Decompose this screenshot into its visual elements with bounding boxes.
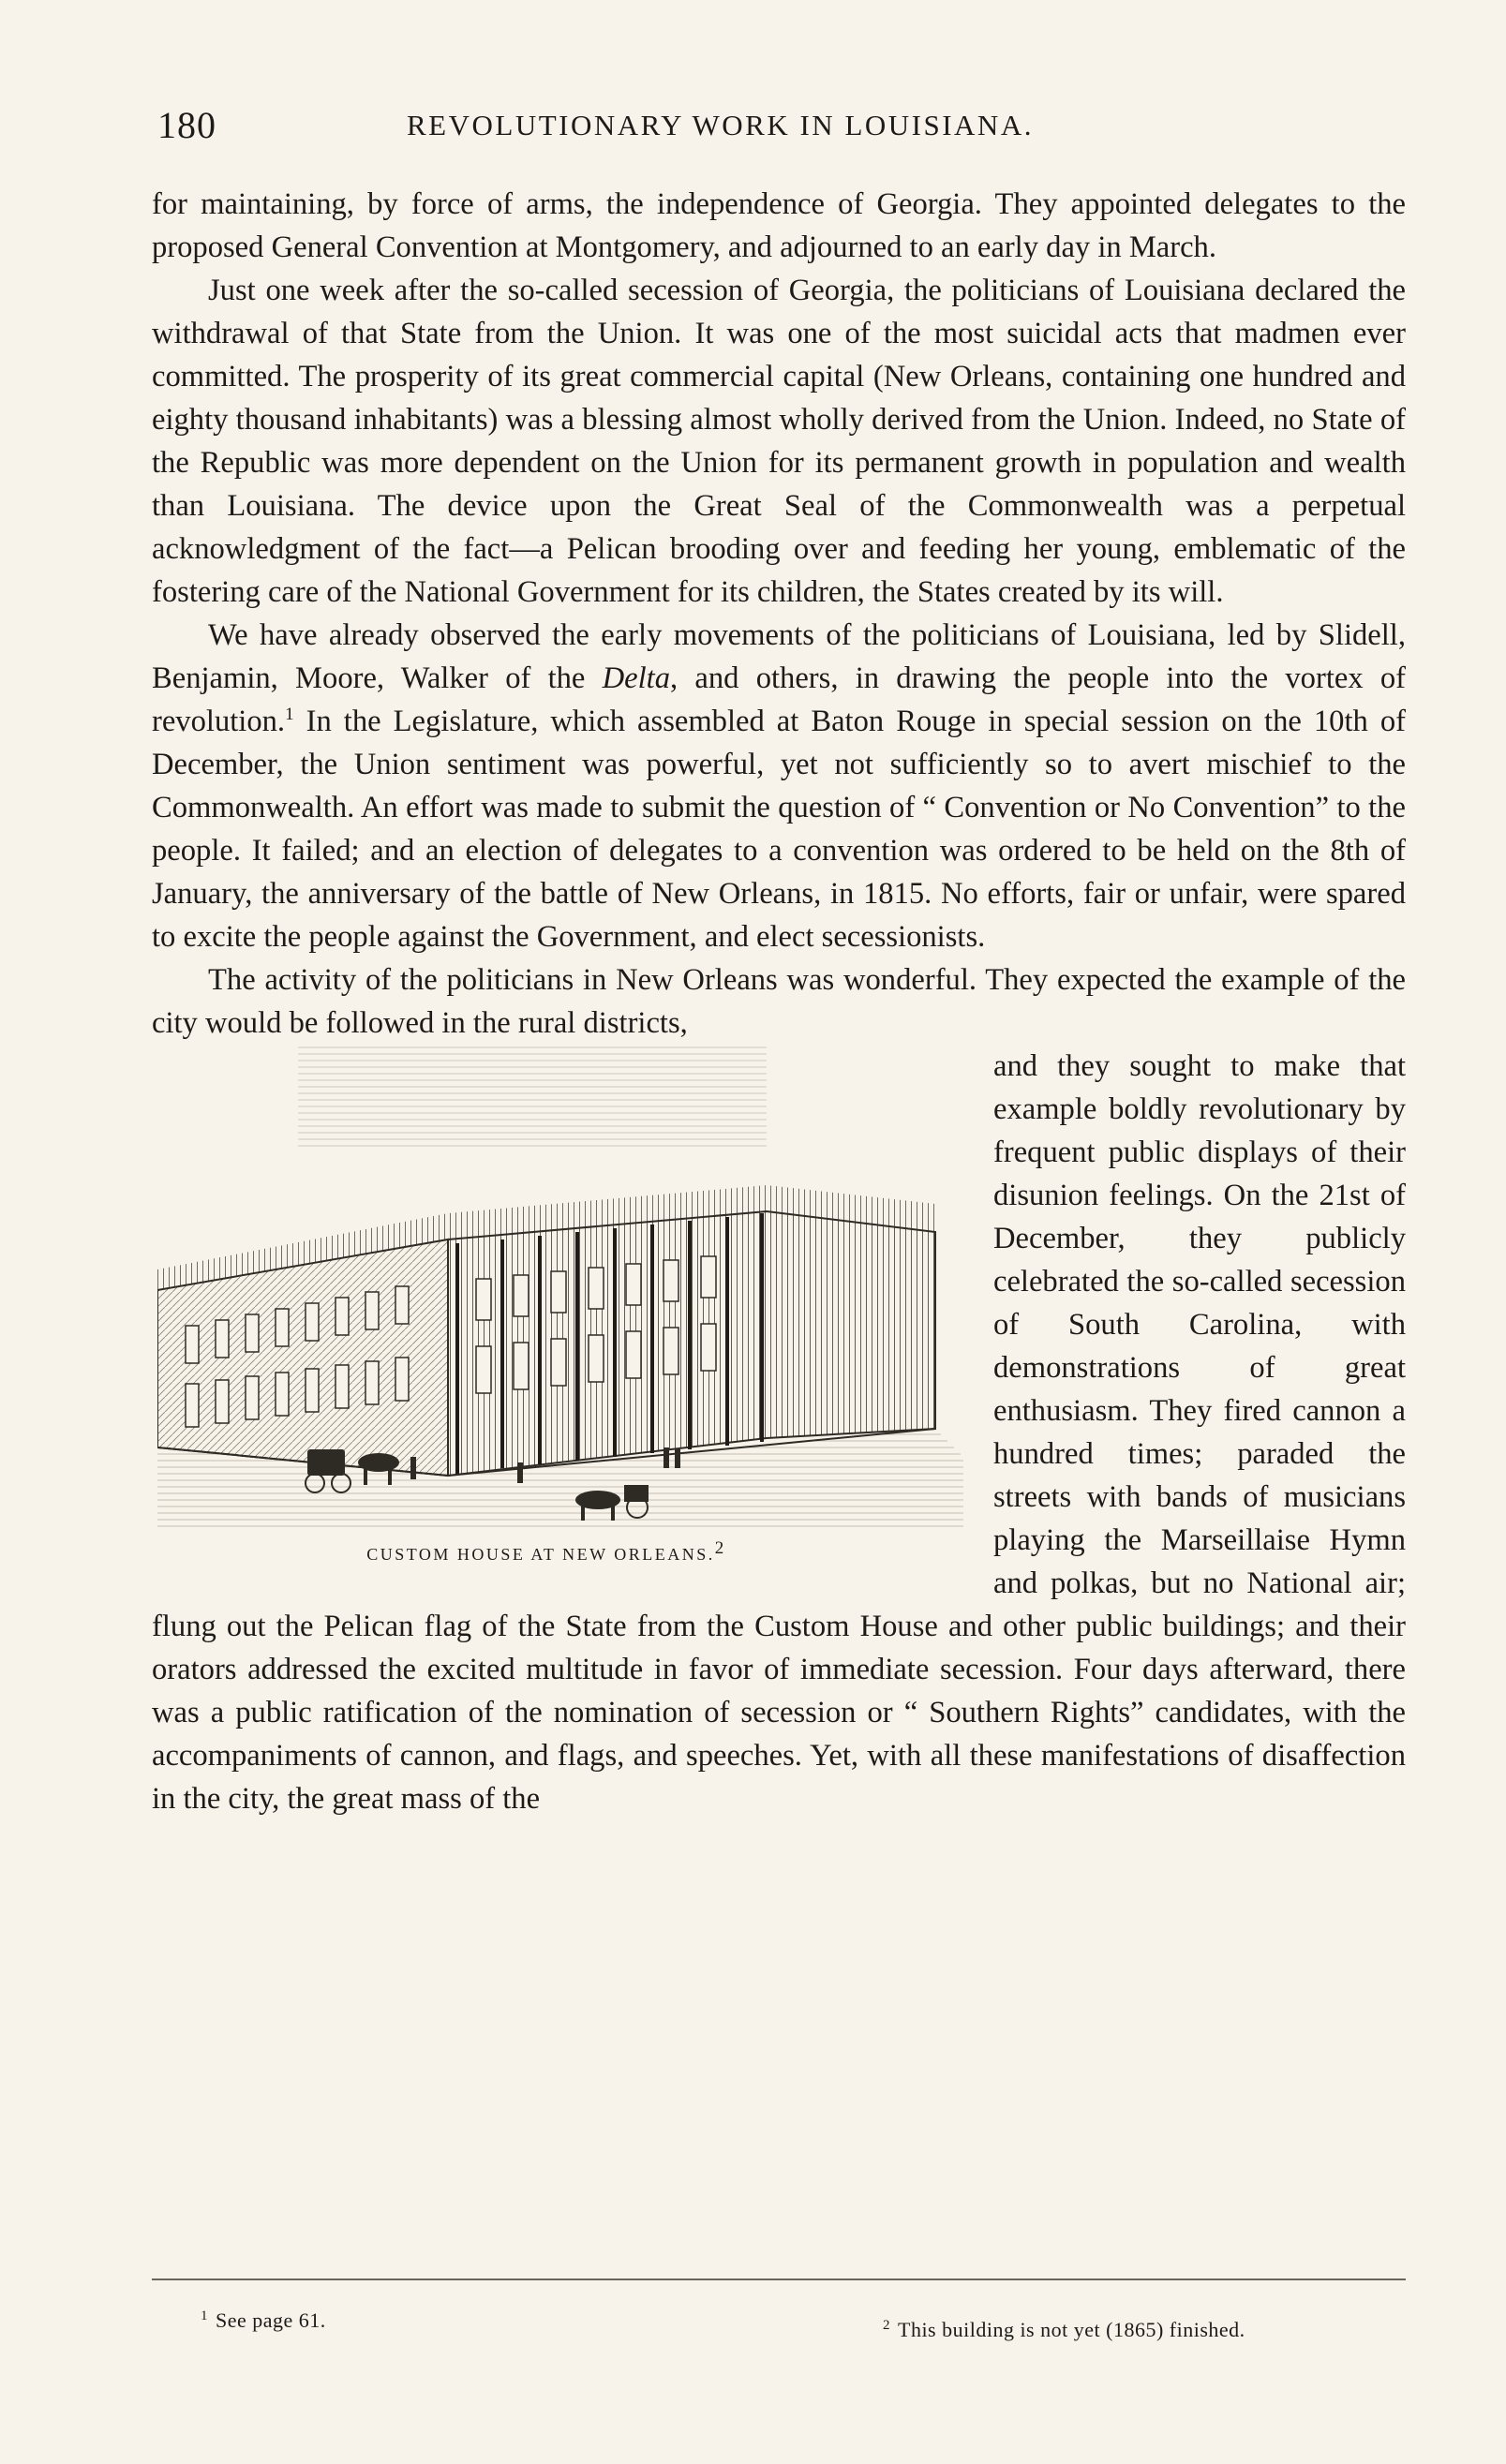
paragraph-2: Just one week after the so-called secession of Georgia, the politicians of Louisiana declared the withdrawal of that State from the Union. It was one of the most suicidal acts that madmen ever committed. The prosperity of its great commercial capital (New Orleans, containing one hundred and eighty thousand inhabitants) was a blessing almost wholly derived from the Union. Indeed, no State of the Republic was more dependent on the Union for its permanent growth in population and wealth than Louisiana. The device upon the Great Seal of the Commonwealth was a perpetual acknowledgment of the fact—a Pelican brooding over and feeding her young, emblematic of the fostering care of the National Government for its children, the States created by its will. — [152, 274, 1406, 609]
footnote-ref-1: 1 — [285, 705, 294, 725]
footnote-1-text: See page 61. — [216, 2308, 326, 2332]
paragraph-3-text-a: We have already observed the early movements of the politicians of Louisiana, led by Slidell, Benjamin, Moore, Walker of the — [152, 618, 1406, 695]
paragraph-4-wrapped: and they sought to make that example boldly revolutionary by frequent public displays of their disunion feelings. On the 21st of December, they publicly celebrated the so-called secession of South Carolina, with demonstrations of great enthusiasm. They fired cannon a hundred times; paraded the streets with bands of musicians playing the Marseillaise Hymn and polkas, but no National air; flung out the Pelican flag of the State from the Custom House and other public buildings; and their orators addressed the excited multitude in favor of immediate secession. Four days afterward, there was a public ratification of the nomination of secession or “ Southern Rights” candidates, with the accompaniments of cannon, and flags, and speeches. Yet, with all these manifestations of disaffection in the city, the great mass of the — [152, 1049, 1406, 1816]
footnote-2 — [883, 2318, 1245, 2342]
paragraph-3 — [152, 614, 1406, 958]
paragraph-3-text-c: In the Legislature, which assembled at Baton Rouge in special session on the 10th of December, the Union sentiment was powerful, yet not sufficiently so to avert mischief to the Commonwealth. An effort was made to submit the question of “ Convention or No Convention” to the people. It failed; and an election of delegates to a convention was ordered to be held on the 8th of January, the anniversary of the battle of New Orleans, in 1815. No efforts, fair or unfair, were spared to excite the people against the Government, and elect secessionists. — [152, 705, 1406, 954]
custom-house-figure — [152, 1045, 967, 1586]
footnote-1 — [201, 2308, 326, 2333]
body-text — [152, 183, 1406, 1820]
newspaper-name-delta: Delta — [602, 661, 671, 695]
footnote-2-number: 2 — [883, 2317, 890, 2333]
paragraph-4-intro: The activity of the politicians in New Orleans was wonderful. They expected the example of the city would be followed in the rural districts, — [152, 963, 1406, 1040]
page-number: 180 — [157, 104, 216, 146]
running-title: REVOLUTIONARY WORK IN LOUISIANA. — [407, 109, 1034, 141]
figure-caption — [152, 1533, 941, 1576]
running-head — [152, 103, 1406, 152]
footnote-1-number: 1 — [201, 2308, 208, 2323]
footnote-rule — [152, 2278, 1406, 2280]
figure-caption-text: CUSTOM HOUSE AT NEW ORLEANS. — [366, 1545, 715, 1564]
custom-house-engraving — [157, 1045, 963, 1527]
footnote-ref-2: 2 — [714, 1538, 726, 1558]
paragraph-1: for maintaining, by force of arms, the independence of Georgia. They appointed delegates to the proposed General Convention at Montgomery, and adjourned to an early day in March. — [152, 187, 1406, 264]
paragraph-3-text-b: , and others, in drawing the people into the vortex of revolution. — [152, 661, 1406, 738]
footnote-2-text: This building is not yet (1865) finished. — [898, 2318, 1245, 2341]
